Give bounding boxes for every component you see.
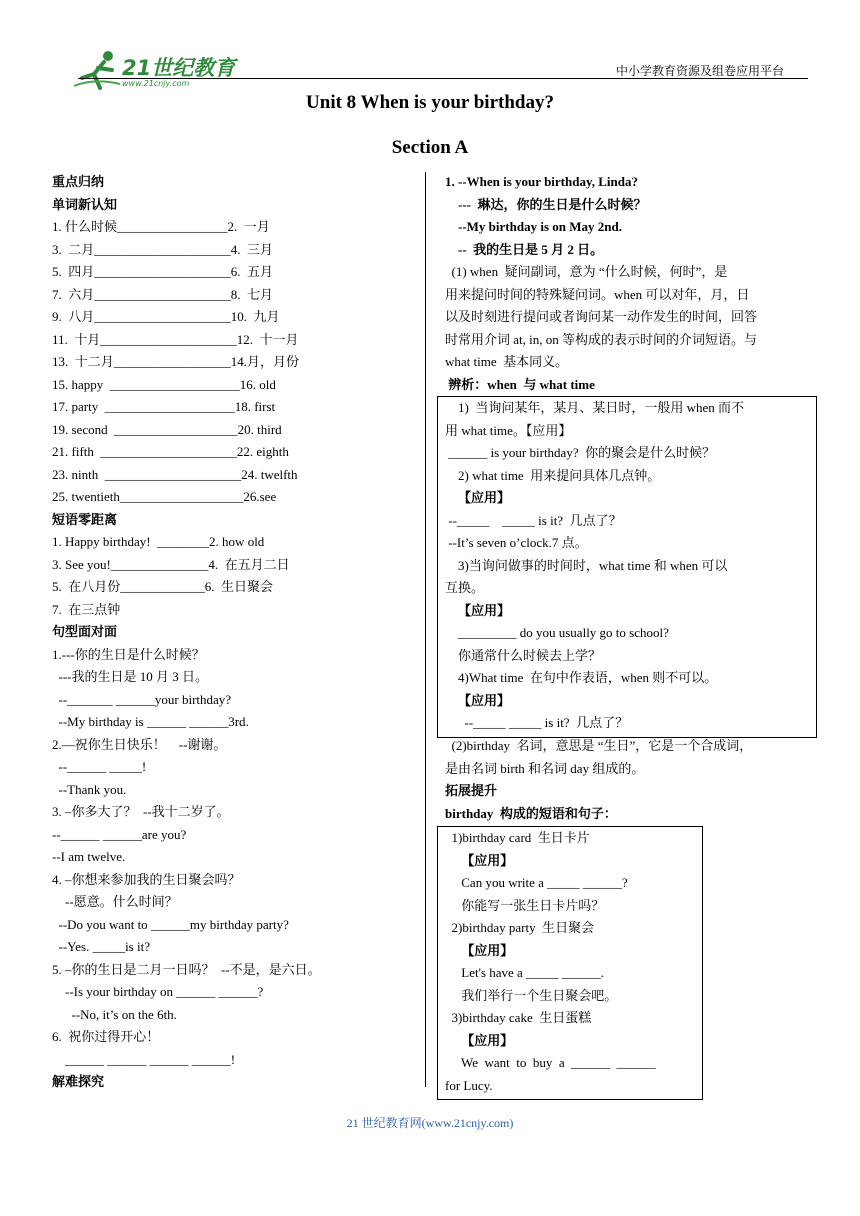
- right-top-line: (1) when 疑问副词，意为 “什么时候，何时”，是: [445, 264, 728, 279]
- right-top-line: 以及时刻进行提问或者询问某一动作发生的时间，回答: [445, 309, 758, 324]
- column-divider: [425, 172, 426, 1087]
- right-top-line: -- 我的生日是 5 月 2 日。: [445, 241, 604, 257]
- left-line: 9. 八月_____________________10. 九月: [52, 309, 280, 324]
- left-line: 25. twentieth___________________26.see: [52, 489, 277, 504]
- left-line: 5. 四月_____________________6. 五月: [52, 264, 274, 279]
- left-line: 23. ninth _____________________24. twelfth: [52, 466, 298, 482]
- section-title: Section A: [391, 137, 469, 158]
- left-line: 2.—祝你生日快乐！ --谢谢。: [52, 736, 227, 752]
- left-line: 重点归纳: [52, 174, 105, 189]
- left-line: --______ _____!: [52, 759, 147, 774]
- left-line: --No, it’s on the 6th.: [52, 1006, 177, 1022]
- left-line: 3. See you!_______________4. 在五月二日: [52, 556, 290, 572]
- left-line: 1. 什么时候_________________2. 一月: [52, 219, 270, 234]
- left-line: 11. 十月_____________________12. 十一月: [52, 331, 299, 347]
- left-line: 5. –你的生日是二月一日吗？ --不是，是六日。: [52, 961, 321, 977]
- right-top-line: 辨析：when 与 what time: [445, 376, 595, 392]
- box1-line: 【应用】: [445, 490, 511, 505]
- box1-line: 1) 当询问某年，某月、某日时，一般用 when 而不: [445, 400, 744, 415]
- left-line: ---我的生日是 10 月 3 日。: [52, 669, 208, 684]
- logo-text: 21世纪教育: [122, 56, 236, 80]
- left-line: 5. 在八月份_____________6. 生日聚会: [52, 579, 274, 594]
- right-column-intro: [445, 171, 813, 396]
- left-line: 1.---你的生日是什么时候？: [52, 646, 205, 662]
- when-vs-whattime-content: [445, 397, 813, 735]
- birthday-phrases-content: [445, 827, 699, 1097]
- birthday-notes: [445, 735, 813, 825]
- left-line: 15. happy ____________________16. old: [52, 376, 276, 392]
- left-line: --______ ______are you?: [52, 826, 187, 842]
- box2-line: Can you write a _____ ______?: [445, 875, 628, 890]
- box1-line: --_____ _____ is it? 几点了？: [445, 715, 629, 730]
- right-top-line: --- 琳达，你的生日是什么时候？: [445, 196, 647, 212]
- box1-line: 用 what time。【应用】: [445, 422, 572, 438]
- box2-line: 【应用】: [445, 852, 514, 868]
- box2-line: Let's have a _____ ______.: [445, 965, 605, 980]
- box2-line: 2)birthday party 生日聚会: [445, 920, 595, 935]
- box2-line: 你能写一张生日卡片吗？: [445, 897, 605, 913]
- left-line: --My birthday is ______ ______3rd.: [52, 714, 249, 729]
- right-top-line: 时常用介词 at, in, on 等构成的表示时间的介词短语。与: [445, 331, 757, 347]
- left-line: 解难探究: [52, 1074, 105, 1089]
- box2-line: for Lucy.: [445, 1077, 493, 1093]
- box1-line: 【应用】: [445, 692, 511, 708]
- left-line: 3. 二月_____________________4. 三月: [52, 241, 274, 257]
- right-mid-line: 是由名词 birth 和名词 day 组成的。: [445, 760, 645, 776]
- left-line: 19. second ___________________20. third: [52, 421, 282, 437]
- left-line: --愿意。什么时间？: [52, 894, 178, 909]
- box2-line: 【应用】: [445, 1032, 514, 1048]
- left-line: --Thank you.: [52, 781, 127, 797]
- left-line: 17. party ____________________18. first: [52, 399, 276, 414]
- box1-line: 你通常什么时候去上学？: [445, 647, 602, 663]
- box1-line: _________ do you usually go to school?: [445, 625, 669, 640]
- left-line: ______ ______ ______ ______!: [52, 1051, 236, 1067]
- right-top-line: --My birthday is on May 2nd.: [445, 219, 622, 234]
- box1-line: 3)当询问做事的时间时，what time 和 when 可以: [445, 557, 728, 573]
- box1-line: ______ is your birthday? 你的聚会是什么时候？: [445, 445, 716, 460]
- left-line: 4. –你想来参加我的生日聚会吗？: [52, 871, 241, 887]
- left-line: 1. Happy birthday! ________2. how old: [52, 534, 265, 549]
- left-line: 短语零距离: [52, 511, 118, 527]
- runner-icon: [74, 48, 122, 92]
- left-line: 6. 祝你过得开心！: [52, 1029, 160, 1044]
- box2-line: We want to buy a ______ ______: [445, 1055, 656, 1070]
- site-logo: [74, 48, 244, 92]
- left-line: --_______ ______your birthday?: [52, 691, 232, 707]
- box2-line: 1)birthday card 生日卡片: [445, 830, 590, 845]
- left-line: 7. 在三点钟: [52, 601, 121, 617]
- left-column: [52, 171, 417, 1094]
- left-line: 21. fifth _____________________22. eighth: [52, 444, 289, 459]
- right-top-line: 1. --When is your birthday, Linda?: [445, 174, 639, 189]
- left-line: --Yes. _____is it?: [52, 939, 150, 954]
- header-divider: [78, 78, 808, 79]
- left-line: 3. –你多大了？ --我十二岁了。: [52, 804, 230, 819]
- left-line: 句型面对面: [52, 624, 118, 639]
- right-top-line: what time 基本同义。: [445, 354, 569, 369]
- left-line: 单词新认知: [52, 196, 118, 212]
- box1-line: --It’s seven o’clock.7 点。: [445, 535, 588, 550]
- box1-line: 互换。: [445, 580, 485, 595]
- box1-line: --_____ _____ is it? 几点了？: [445, 512, 622, 528]
- left-line: --Is your birthday on ______ ______?: [52, 984, 264, 999]
- box2-line: 我们举行一个生日聚会吧。: [445, 987, 618, 1003]
- left-line: 13. 十二月__________________14.月，月份: [52, 354, 300, 369]
- left-line: 7. 六月_____________________8. 七月: [52, 286, 274, 302]
- unit-title: Unit 8 When is your birthday?: [306, 92, 554, 113]
- right-mid-line: birthday 构成的短语和句子：: [445, 805, 617, 821]
- box1-line: 【应用】: [445, 602, 511, 618]
- box1-line: 4)What time 在句中作表语，when 则不可以。: [445, 670, 718, 685]
- box2-line: 【应用】: [445, 942, 514, 958]
- right-mid-line: (2)birthday 名词，意思是 “生日”，它是一个合成词，: [445, 738, 753, 753]
- right-top-line: 用来提问时间的特殊疑问词。when 可以对年，月，日: [445, 286, 750, 302]
- right-mid-line: 拓展提升: [445, 783, 498, 798]
- left-line: --I am twelve.: [52, 849, 126, 864]
- logo-url: www.21cnjy.com: [122, 79, 190, 88]
- left-line: --Do you want to ______my birthday party?: [52, 916, 289, 932]
- box2-line: 3)birthday cake 生日蛋糕: [445, 1010, 592, 1025]
- platform-name: 中小学教育资源及组卷应用平台: [616, 64, 785, 78]
- footer-source: 21 世纪教育网(www.21cnjy.com): [346, 1116, 514, 1130]
- box1-line: 2) what time 用来提问具体几点钟。: [445, 467, 661, 483]
